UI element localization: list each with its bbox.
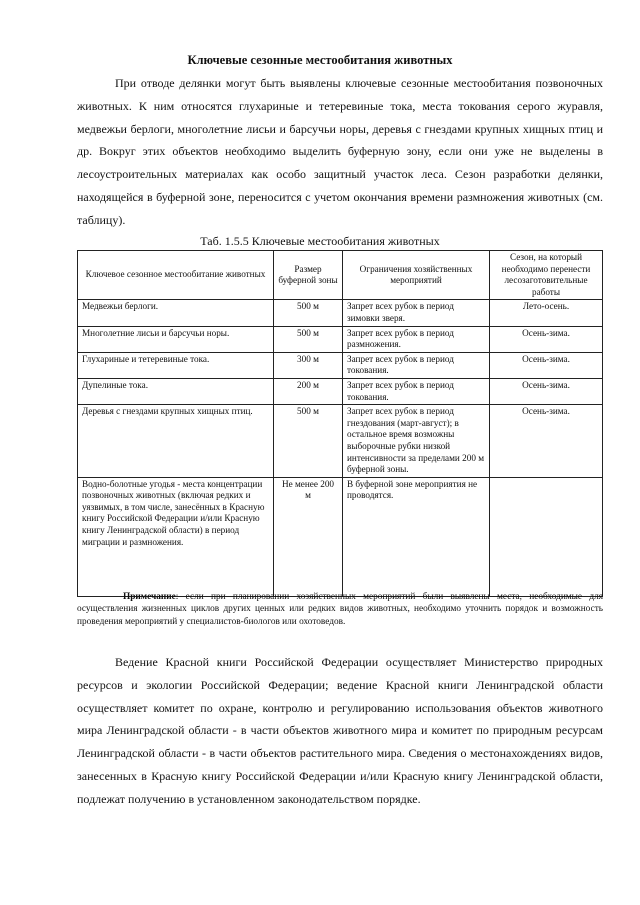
table-row xyxy=(78,326,603,352)
cell-buffer: 500 м xyxy=(274,326,343,352)
table-note xyxy=(77,591,603,628)
header-season: Сезон, на который необходимо перенести лесозаготовительные работы xyxy=(490,251,603,300)
section-title: Ключевые сезонные местообитания животных xyxy=(187,53,453,67)
cell-habitat: Дупелиные тока. xyxy=(78,378,274,404)
table-row xyxy=(78,352,603,378)
cell-restriction: Запрет всех рубок в период зимовки зверя. xyxy=(343,300,490,326)
note-label: Примечание xyxy=(123,592,176,602)
habitats-table xyxy=(77,250,603,597)
closing-paragraph: Ведение Красной книги Российской Федерации осуществляет Министерство природных ресурсов и экологии Российской Федерации; ведение Красной книги Ленинградской области осуществляет комитет по охране, контролю и регулированию использования объектов животного мира Ленинградской области - в части объектов животного мира и комитет по природным ресурсам Ленинградской области - в части объектов растительного мира. Сведения о местонахождениях видов, занесенных в Красную книгу Российской Федерации и/или Красную книгу Ленинградской области, подлежат получению в установленном законодательством порядке. xyxy=(77,655,603,806)
table-row xyxy=(78,378,603,404)
note-text: : если при планировании хозяйственных мероприятий были выявлены места, необходимые для осуществления жизненных циклов других ценных или редких видов животных, необходимо уточнить порядок и возможность проведения мероприятий у специалистов-биологов или охотоведов. xyxy=(77,592,603,627)
cell-restriction: Запрет всех рубок в период размножения. xyxy=(343,326,490,352)
table-row xyxy=(78,300,603,326)
cell-season xyxy=(490,477,603,596)
intro-paragraph: При отводе делянки могут быть выявлены ключевые сезонные местообитания позвоночных животных. К ним относятся глухариные и тетеревиные тока, места токования серого журавля, медвежьи берлоги, многолетние лисьи и барсучьи норы, деревья с гнездами крупных хищных птиц и др. Вокруг этих объектов необходимо выделить буферную зону, если они уже не выделены в лесоустроительных материалах как особо защитный участок леса. Сезон разработки делянки, находящейся в буферной зоне, переносится с учетом окончания времени размножения животных (см. таблицу). xyxy=(77,76,603,227)
cell-habitat: Деревья с гнездами крупных хищных птиц. xyxy=(78,405,274,478)
cell-habitat: Медвежьи берлоги. xyxy=(78,300,274,326)
cell-buffer: 500 м xyxy=(274,405,343,478)
cell-season: Осень-зима. xyxy=(490,326,603,352)
cell-season: Осень-зима. xyxy=(490,352,603,378)
header-buffer-size: Размер буферной зоны xyxy=(274,251,343,300)
cell-habitat: Водно-болотные угодья - места концентрации позвоночных животных (включая редких и уязвимых, в том числе, занесённых в Красную книгу Российской Федерации и/или Красную книгу Ленинградской области) в период миграции и размножения. xyxy=(78,477,274,596)
cell-restriction: Запрет всех рубок в период токования. xyxy=(343,352,490,378)
cell-season: Осень-зима. xyxy=(490,378,603,404)
cell-habitat: Многолетние лисьи и барсучьи норы. xyxy=(78,326,274,352)
cell-buffer: Не менее 200 м xyxy=(274,477,343,596)
table-caption: Таб. 1.5.5 Ключевые местообитания животных xyxy=(200,234,440,248)
cell-restriction: Запрет всех рубок в период токования. xyxy=(343,378,490,404)
table-row xyxy=(78,477,603,596)
cell-buffer: 500 м xyxy=(274,300,343,326)
cell-season: Осень-зима. xyxy=(490,405,603,478)
cell-buffer: 200 м xyxy=(274,378,343,404)
header-restrictions: Ограничения хозяйственных мероприятий xyxy=(343,251,490,300)
cell-restriction: Запрет всех рубок в период гнездования (март-август); в остальное время возможны выборочные рубки низкой интенсивности за пределами 200 м буферной зоны. xyxy=(343,405,490,478)
cell-habitat: Глухариные и тетеревиные тока. xyxy=(78,352,274,378)
cell-season: Лето-осень. xyxy=(490,300,603,326)
cell-buffer: 300 м xyxy=(274,352,343,378)
header-habitat: Ключевое сезонное местообитание животных xyxy=(78,251,274,300)
cell-restriction: В буферной зоне мероприятия не проводятся. xyxy=(343,477,490,596)
table-header-row xyxy=(78,251,603,300)
table-row xyxy=(78,405,603,478)
